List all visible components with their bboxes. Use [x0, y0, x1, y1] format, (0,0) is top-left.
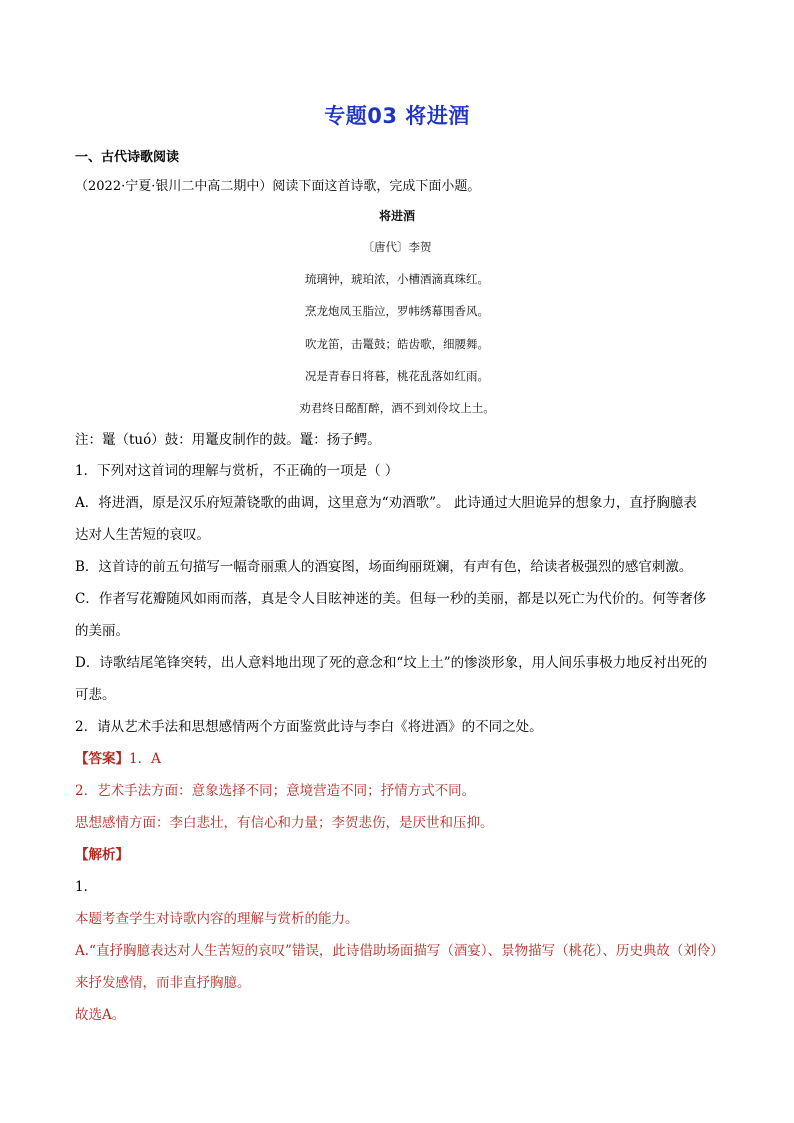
answer-line-1 [75, 750, 725, 768]
analysis-line: 本题考查学生对诗歌内容的理解与赏析的能力。 [75, 911, 359, 927]
poem-author: 〔唐代〕李贺 [362, 240, 432, 254]
option-c-continued: 的美丽。 [75, 623, 129, 639]
question-intro: （2022·宁夏·银川二中高二期中）阅读下面这首诗歌，完成下面小题。 [75, 179, 481, 194]
poem-line: 劝君终日酩酊醉，酒不到刘伶坟上土。 [299, 401, 495, 415]
analysis-line: 来抒发感情，而非直抒胸臆。 [75, 975, 251, 991]
option-a-continued: 达对人生苦短的哀叹。 [75, 527, 210, 543]
poem-title: 将进酒 [378, 209, 415, 223]
page-title: 专题03 将进酒 [324, 104, 470, 128]
answer-2-continued: 思想感情方面：李白悲壮，有信心和力量；李贺悲伤，是厌世和压抑。 [75, 815, 494, 831]
poem-line: 吹龙笛，击鼍鼓；皓齿歌，细腰舞。 [305, 337, 489, 351]
answer-2: 2．艺术手法方面：意象选择不同；意境营造不同；抒情方式不同。 [75, 783, 476, 799]
analysis-number: 1． [75, 879, 98, 895]
option-d: D．诗歌结尾笔锋突转，出人意料地出现了死的意念和“坟上土”的惨淡形象，用人间乐事极力地反衬出死的 [75, 655, 708, 671]
analysis-line: A.“直抒胸臆表达对人生苦短的哀叹”错误，此诗借助场面描写（酒宴）、景物描写（桃花）、历史典故（刘伶） [75, 943, 724, 959]
option-b: B．这首诗的前五句描写一幅奇丽熏人的酒宴图，场面绚丽斑斓，有声有色，给读者极强烈的感官刺激。 [75, 559, 693, 575]
analysis-line: 故选A。 [75, 1007, 126, 1023]
question-2-stem: 2．请从艺术手法和思想感情两个方面鉴赏此诗与李白《将进酒》的不同之处。 [75, 719, 543, 735]
poem-line: 烹龙炮凤玉脂泣，罗帏绣幕围香风。 [305, 304, 489, 318]
option-c: C．作者写花瓣随风如雨而落，真是令人目眩神迷的美。但每一秒的美丽，都是以死亡为代价的。何等奢侈 [75, 591, 707, 607]
poem-note: 注：鼍（tuó）鼓：用鼍皮制作的鼓。鼍：扬子鳄。 [75, 432, 381, 448]
poem-line: 况是青春日将暮，桃花乱落如红雨。 [305, 369, 489, 383]
poem-line: 琉璃钟，琥珀浓，小槽酒滴真珠红。 [305, 272, 489, 286]
option-a: A．将进酒，原是汉乐府短萧铙歌的曲调，这里意为“劝酒歌”。 此诗通过大胆诡异的想象力，直抒胸臆表 [75, 495, 697, 511]
answer-1: 1．A [129, 751, 161, 767]
section-heading: 一、古代诗歌阅读 [75, 150, 180, 165]
analysis-label: 【解析】 [75, 847, 129, 863]
option-d-continued: 可悲。 [75, 687, 116, 703]
question-1-stem: 1．下列对这首词的理解与赏析，不正确的一项是（ ） [75, 463, 399, 479]
answer-label: 【答案】 [75, 751, 129, 767]
